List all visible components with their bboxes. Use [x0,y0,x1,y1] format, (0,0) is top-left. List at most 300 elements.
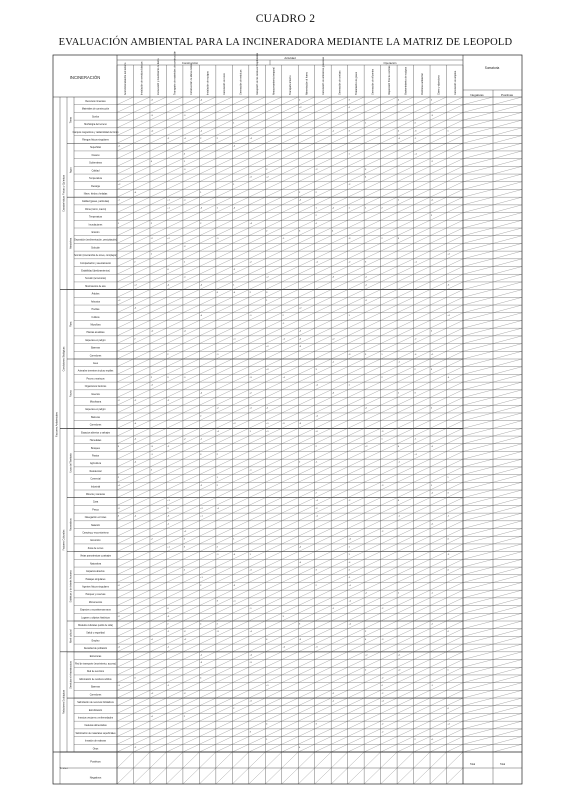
cell-diagonal [249,498,265,506]
factor-label: Densidad de población [83,648,108,651]
cell-diagonal [150,197,166,205]
cell-diagonal [150,259,166,267]
summary-diagonal [463,644,493,652]
cell-diagonal [265,606,281,614]
cell-diagonal [265,498,281,506]
cell-diagonal [364,660,380,668]
cell-diagonal [397,97,413,105]
summary-diagonal [463,606,493,614]
cell-diagonal [133,467,149,475]
cell-diagonal [265,536,281,544]
cell-diagonal [430,398,446,406]
cell-diagonal [232,652,248,660]
cell-diagonal [265,621,281,629]
cell-magnitude: +1 [167,199,170,202]
cell-diagonal [331,159,347,167]
cell-diagonal [364,112,380,120]
cell-diagonal [232,182,248,190]
totals-diagonal [364,768,380,784]
cell-diagonal [364,398,380,406]
cell-diagonal [265,567,281,575]
totals-diagonal [166,768,182,784]
cell-diagonal [117,236,133,244]
cell-diagonal [199,228,215,236]
cell-diagonal [199,359,215,367]
cell-diagonal [430,629,446,637]
cell-diagonal [282,290,298,298]
cell-diagonal [183,297,199,305]
cell-diagonal [414,159,430,167]
cell-diagonal [117,475,133,483]
cell-magnitude: 4 [348,569,350,572]
cell-diagonal [414,590,430,598]
cell-diagonal [397,174,413,182]
cell-diagonal [166,105,182,113]
cell-diagonal [381,174,397,182]
summary-diagonal [463,120,493,128]
summary-diagonal [463,336,493,344]
cell-diagonal [133,351,149,359]
summary-diagonal [493,374,522,382]
cell-diagonal [447,428,463,436]
cell-diagonal [216,282,232,290]
cell-diagonal [298,683,314,691]
cell-diagonal [397,374,413,382]
cell-diagonal [315,243,331,251]
cell-diagonal [298,713,314,721]
cell-magnitude: 3 [249,731,251,734]
cell-magnitude: +2 [249,222,253,225]
cell-magnitude: 3 [348,130,350,133]
cell-magnitude: 2 [134,261,136,264]
cell-diagonal [298,490,314,498]
cell-diagonal [199,267,215,275]
cell-diagonal [133,675,149,683]
cell-diagonal [282,267,298,275]
cell-diagonal [331,220,347,228]
cell-magnitude: 2 [117,477,120,480]
cell-diagonal [166,251,182,259]
cell-magnitude: 4 [447,569,449,572]
cell-diagonal [381,243,397,251]
cell-diagonal [199,159,215,167]
cell-diagonal [199,729,215,737]
factor-label: Especies o ecosistemas raros [80,609,111,612]
cell-diagonal [364,197,380,205]
cell-diagonal [117,320,133,328]
cell-diagonal [183,428,199,436]
cell-magnitude: 1 [348,384,350,387]
cell-diagonal [430,505,446,513]
summary-diagonal [463,228,493,236]
cell-diagonal [117,413,133,421]
cell-diagonal [397,521,413,529]
cell-diagonal [364,559,380,567]
cell-diagonal [249,575,265,583]
cell-diagonal [216,613,232,621]
cell-diagonal [232,629,248,637]
cell-diagonal [199,182,215,190]
cell-diagonal [216,644,232,652]
summary-diagonal [493,482,522,490]
cell-diagonal [265,228,281,236]
cell-diagonal [315,374,331,382]
cell-diagonal [216,675,232,683]
cell-diagonal [249,328,265,336]
cell-diagonal [348,128,364,136]
totals-mark: Total [500,763,506,766]
cell-diagonal [282,305,298,313]
cell-diagonal [397,490,413,498]
cell-diagonal [166,336,182,344]
cell-diagonal [166,552,182,560]
cell-diagonal [381,382,397,390]
cell-diagonal [447,629,463,637]
cell-diagonal [249,544,265,552]
cell-diagonal [232,382,248,390]
summary-diagonal [493,151,522,159]
factor-label: Salinización de recursos hidráulicos [77,702,114,705]
factor-label: Salud y seguridad [86,632,105,635]
cell-magnitude: 2 [430,99,433,102]
summary-diagonal [463,521,493,529]
cell-diagonal [364,544,380,552]
cell-diagonal [397,698,413,706]
cell-diagonal [348,459,364,467]
cell-magnitude: 2 [150,469,152,472]
cell-diagonal [447,505,463,513]
cell-diagonal [232,590,248,598]
cell-diagonal [282,243,298,251]
cell-diagonal [430,675,446,683]
cell-magnitude: 1 [348,315,350,318]
cell-diagonal [199,598,215,606]
cell-diagonal [397,498,413,506]
factor-label: Campos magnéticos y radiactividad de fondo [72,131,119,134]
cell-diagonal [298,228,314,236]
factor-label: Humedales [89,440,102,443]
cell-diagonal [249,513,265,521]
cell-diagonal [397,282,413,290]
cell-diagonal [298,505,314,513]
cell-diagonal [249,444,265,452]
cell-diagonal [150,367,166,375]
cell-diagonal [315,182,331,190]
cell-diagonal [166,428,182,436]
cell-diagonal [397,544,413,552]
cell-diagonal [232,136,248,144]
cell-magnitude: -1 [414,137,417,140]
cell-diagonal [183,582,199,590]
factor-label: Microfauna [89,401,102,404]
cell-diagonal [447,498,463,506]
cell-diagonal [249,120,265,128]
summary-diagonal [493,367,522,375]
cell-diagonal [216,182,232,190]
cell-diagonal [150,660,166,668]
cell-diagonal [381,713,397,721]
cell-diagonal [133,405,149,413]
cell-diagonal [199,374,215,382]
cell-magnitude: -1 [331,130,334,133]
summary-diagonal [493,498,522,506]
action-label: Construcción de obras civiles [190,63,194,95]
summary-diagonal [493,128,522,136]
cell-diagonal [282,675,298,683]
cell-diagonal [265,436,281,444]
cell-diagonal [232,675,248,683]
cell-diagonal [199,721,215,729]
cell-diagonal [117,598,133,606]
cell-diagonal [216,320,232,328]
cell-magnitude: 2 [183,569,185,572]
cell-diagonal [150,405,166,413]
cell-diagonal [348,267,364,275]
cell-diagonal [265,182,281,190]
factor-label: Hierbas [91,309,100,312]
cell-diagonal [150,297,166,305]
cell-magnitude: -1 [331,700,334,703]
cell-diagonal [117,544,133,552]
summary-diagonal [493,621,522,629]
cell-magnitude: -4 [134,307,137,310]
cell-diagonal [331,421,347,429]
cell-diagonal [331,398,347,406]
cell-magnitude: 1 [216,477,218,480]
cell-diagonal [397,729,413,737]
cell-diagonal [430,166,446,174]
cell-diagonal [166,390,182,398]
cell-diagonal [381,189,397,197]
cell-magnitude: -3 [348,353,351,356]
summary-diagonal [463,367,493,375]
cell-diagonal [199,151,215,159]
totals-diagonal [381,752,397,768]
cell-diagonal [430,390,446,398]
cell-magnitude: +2 [200,507,203,510]
cell-diagonal [447,544,463,552]
cell-diagonal [298,182,314,190]
cell-diagonal [117,220,133,228]
summary-diagonal [493,713,522,721]
factor-label: Árboles [91,293,100,296]
cell-diagonal [381,267,397,275]
cell-diagonal [397,621,413,629]
group-label: Atmósfera [69,237,73,249]
summary-diagonal [463,220,493,228]
cell-magnitude: 3 [167,507,169,510]
cell-diagonal [282,413,298,421]
cell-diagonal [430,652,446,660]
summary-diagonal [463,398,493,406]
cell-magnitude: +1 [117,145,121,148]
cell-diagonal [117,267,133,275]
cell-diagonal [133,205,149,213]
cell-diagonal [381,660,397,668]
cell-diagonal [447,667,463,675]
cell-diagonal [199,421,215,429]
cell-diagonal [447,112,463,120]
cell-magnitude: -1 [150,453,153,456]
cell-diagonal [298,521,314,529]
cell-diagonal [216,467,232,475]
cell-magnitude: -2 [381,731,384,734]
cell-diagonal [232,505,248,513]
cell-diagonal [348,675,364,683]
cell-magnitude: 2 [200,222,202,225]
cell-diagonal [117,698,133,706]
cell-magnitude: 3 [299,623,301,626]
cell-diagonal [381,644,397,652]
cell-diagonal [414,290,430,298]
cell-diagonal [166,660,182,668]
cell-magnitude: -2 [233,268,236,271]
cell-diagonal [282,282,298,290]
cell-diagonal [315,598,331,606]
summary-diagonal [493,297,522,305]
cell-magnitude: +2 [397,669,401,672]
cell-magnitude: +1 [249,631,253,634]
summary-diagonal [463,575,493,583]
cell-magnitude: +1 [430,739,434,742]
summary-diagonal [493,544,522,552]
summary-diagonal [493,690,522,698]
summary-diagonal [493,236,522,244]
cell-diagonal [265,197,281,205]
cell-diagonal [447,267,463,275]
cell-diagonal [150,120,166,128]
cell-diagonal [430,544,446,552]
cell-diagonal [199,590,215,598]
cell-diagonal [430,374,446,382]
cell-diagonal [447,536,463,544]
cell-diagonal [414,344,430,352]
cell-diagonal [133,490,149,498]
totals-label: Totales [59,767,68,770]
factor-label: Nieve, hielos y heladas [83,193,108,196]
cell-magnitude: 3 [167,376,169,379]
cell-diagonal [249,729,265,737]
cell-magnitude: 2 [249,292,251,295]
cell-magnitude: +2 [348,623,351,626]
cell-diagonal [117,382,133,390]
cell-diagonal [348,567,364,575]
summary-diagonal [493,698,522,706]
cell-diagonal [183,159,199,167]
cell-diagonal [364,667,380,675]
cell-diagonal [331,374,347,382]
cell-diagonal [414,582,430,590]
cell-diagonal [166,559,182,567]
summary-diagonal [463,382,493,390]
cell-diagonal [414,105,430,113]
cell-diagonal [265,652,281,660]
cell-diagonal [117,436,133,444]
cell-diagonal [199,382,215,390]
cell-diagonal [117,729,133,737]
cell-magnitude: 4 [216,292,218,295]
cell-diagonal [166,174,182,182]
cell-diagonal [430,660,446,668]
cell-diagonal [397,151,413,159]
cell-diagonal [133,428,149,436]
totals-diagonal [381,768,397,784]
cell-diagonal [397,536,413,544]
cell-diagonal [397,505,413,513]
cell-diagonal [331,143,347,151]
totals-diagonal [331,768,347,784]
cell-magnitude: 1 [430,484,433,487]
summary-diagonal [493,213,522,221]
cell-magnitude: -1 [183,199,186,202]
cell-diagonal [397,567,413,575]
cell-magnitude: -2 [364,276,367,279]
cell-magnitude: -1 [447,515,450,518]
cell-diagonal [183,336,199,344]
group-label: Nivel cultural [69,629,73,644]
cell-diagonal [199,297,215,305]
factor-label: Red de servicios [87,671,104,674]
factor-label: Corredores [89,424,102,427]
summary-diagonal [463,351,493,359]
cell-diagonal [249,213,265,221]
cell-diagonal [183,706,199,714]
cell-diagonal [447,690,463,698]
cell-diagonal [117,120,133,128]
cell-diagonal [298,675,314,683]
cell-diagonal [117,274,133,282]
cell-diagonal [117,444,133,452]
cell-diagonal [150,290,166,298]
cell-diagonal [315,683,331,691]
cell-diagonal [150,313,166,321]
cell-diagonal [216,498,232,506]
cell-diagonal [117,660,133,668]
cell-magnitude: -1 [282,322,285,325]
cell-diagonal [414,166,430,174]
cell-diagonal [331,328,347,336]
cell-diagonal [265,467,281,475]
cell-diagonal [166,220,182,228]
totals-diagonal [348,752,364,768]
cell-diagonal [315,220,331,228]
cell-magnitude: -1 [167,631,170,634]
cell-diagonal [216,251,232,259]
cell-magnitude: 2 [299,191,301,194]
cell-diagonal [249,243,265,251]
cell-diagonal [364,690,380,698]
summary-diagonal [463,559,493,567]
cell-diagonal [364,305,380,313]
cell-magnitude: +1 [117,484,121,487]
summary-diagonal [463,590,493,598]
cell-magnitude: -3 [299,638,301,641]
cell-magnitude: 4 [397,500,400,503]
cell-diagonal [364,243,380,251]
cell-diagonal [282,737,298,745]
cell-diagonal [331,505,347,513]
summary-diagonal [493,320,522,328]
action-label: Excavación y movimiento de tierra [157,58,161,95]
cell-diagonal [331,259,347,267]
cell-magnitude: 2 [381,376,383,379]
cell-diagonal [216,220,232,228]
summary-diagonal [463,97,493,105]
cell-magnitude: 4 [200,677,202,680]
cell-diagonal [265,737,281,745]
summary-diagonal [493,305,522,313]
cell-diagonal [381,598,397,606]
